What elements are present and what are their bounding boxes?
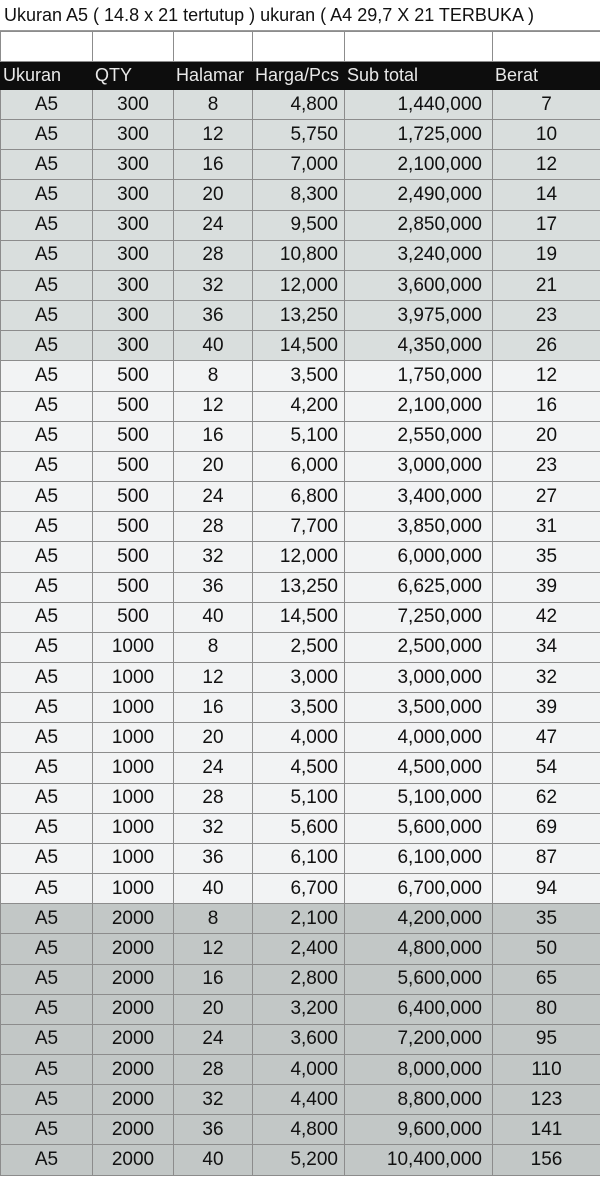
cell-qty[interactable]: 2000 (93, 904, 174, 934)
table-row (1, 572, 600, 602)
header-ukuran[interactable]: Ukuran (1, 62, 93, 90)
cell-ukuran[interactable]: A5 (1, 120, 93, 150)
cell-halaman[interactable]: 24 (174, 210, 253, 240)
cell-halaman[interactable]: 32 (174, 542, 253, 572)
table-row (1, 210, 600, 240)
cell-halaman[interactable]: 16 (174, 421, 253, 451)
cell-harga[interactable]: 7,000 (253, 150, 345, 180)
cell-harga[interactable]: 6,700 (253, 874, 345, 904)
table-row (1, 240, 600, 270)
table-row (1, 301, 600, 331)
cell-ukuran[interactable]: A5 (1, 421, 93, 451)
cell-ukuran[interactable]: A5 (1, 331, 93, 361)
cell-harga[interactable]: 9,500 (253, 210, 345, 240)
table-row (1, 90, 600, 120)
table-row (1, 150, 600, 180)
cell-qty[interactable]: 300 (93, 150, 174, 180)
header-subtotal[interactable]: Sub total (345, 62, 493, 90)
cell-berat[interactable]: 10 (493, 120, 600, 150)
cell-berat[interactable]: 65 (493, 964, 600, 994)
cell-subtotal[interactable]: 8,800,000 (345, 1085, 493, 1115)
cell-berat[interactable]: 35 (493, 542, 600, 572)
cell-halaman[interactable]: 40 (174, 602, 253, 632)
cell-ukuran[interactable]: A5 (1, 512, 93, 542)
cell-qty[interactable]: 2000 (93, 964, 174, 994)
cell-halaman[interactable]: 28 (174, 1055, 253, 1085)
cell-subtotal[interactable]: 5,100,000 (345, 783, 493, 813)
cell-halaman[interactable]: 36 (174, 843, 253, 873)
table-row (1, 1145, 600, 1175)
cell-ukuran[interactable]: A5 (1, 632, 93, 662)
cell-harga[interactable]: 2,400 (253, 934, 345, 964)
cell-qty[interactable]: 2000 (93, 1024, 174, 1054)
cell-qty[interactable]: 1000 (93, 662, 174, 692)
cell-berat[interactable]: 39 (493, 572, 600, 602)
cell-ukuran[interactable]: A5 (1, 813, 93, 843)
cell-berat[interactable]: 34 (493, 632, 600, 662)
cell-halaman[interactable]: 8 (174, 904, 253, 934)
cell-harga[interactable]: 5,750 (253, 120, 345, 150)
cell-berat[interactable]: 16 (493, 391, 600, 421)
cell-berat[interactable]: 156 (493, 1145, 600, 1175)
cell-berat[interactable]: 123 (493, 1085, 600, 1115)
cell-subtotal[interactable]: 3,975,000 (345, 301, 493, 331)
cell-halaman[interactable]: 8 (174, 632, 253, 662)
table-row (1, 602, 600, 632)
empty-cell[interactable] (1, 32, 93, 62)
cell-berat[interactable]: 50 (493, 934, 600, 964)
cell-halaman[interactable]: 16 (174, 693, 253, 723)
cell-qty[interactable]: 1000 (93, 632, 174, 662)
cell-subtotal[interactable]: 3,600,000 (345, 270, 493, 300)
cell-ukuran[interactable]: A5 (1, 391, 93, 421)
cell-ukuran[interactable]: A5 (1, 150, 93, 180)
cell-ukuran[interactable]: A5 (1, 602, 93, 632)
cell-ukuran[interactable]: A5 (1, 753, 93, 783)
cell-subtotal[interactable]: 1,725,000 (345, 120, 493, 150)
cell-harga[interactable]: 5,200 (253, 1145, 345, 1175)
cell-subtotal[interactable]: 10,400,000 (345, 1145, 493, 1175)
cell-harga[interactable]: 3,200 (253, 994, 345, 1024)
cell-subtotal[interactable]: 4,800,000 (345, 934, 493, 964)
cell-qty[interactable]: 500 (93, 391, 174, 421)
cell-subtotal[interactable]: 3,400,000 (345, 482, 493, 512)
cell-subtotal[interactable]: 4,350,000 (345, 331, 493, 361)
cell-ukuran[interactable]: A5 (1, 572, 93, 602)
table-row (1, 120, 600, 150)
header-berat[interactable]: Berat (493, 62, 600, 90)
cell-halaman[interactable]: 32 (174, 1085, 253, 1115)
cell-qty[interactable]: 500 (93, 572, 174, 602)
cell-qty[interactable]: 2000 (93, 1085, 174, 1115)
cell-subtotal[interactable]: 6,700,000 (345, 874, 493, 904)
page-title: Ukuran A5 ( 14.8 x 21 tertutup ) ukuran ( A4 29,7 X 21 TERBUKA ) (0, 0, 600, 31)
cell-berat[interactable]: 19 (493, 240, 600, 270)
cell-halaman[interactable]: 36 (174, 1115, 253, 1145)
table-body (1, 90, 600, 1176)
cell-ukuran[interactable]: A5 (1, 994, 93, 1024)
cell-qty[interactable]: 1000 (93, 874, 174, 904)
cell-halaman[interactable]: 20 (174, 451, 253, 481)
cell-halaman[interactable]: 12 (174, 662, 253, 692)
cell-subtotal[interactable]: 6,000,000 (345, 542, 493, 572)
table-row (1, 1085, 600, 1115)
table-row (1, 783, 600, 813)
cell-harga[interactable]: 3,000 (253, 662, 345, 692)
table-row (1, 964, 600, 994)
cell-harga[interactable]: 3,500 (253, 361, 345, 391)
table-row (1, 843, 600, 873)
cell-halaman[interactable]: 40 (174, 331, 253, 361)
table-row (1, 934, 600, 964)
table-row (1, 180, 600, 210)
cell-berat[interactable]: 95 (493, 1024, 600, 1054)
table-row (1, 482, 600, 512)
cell-qty[interactable]: 1000 (93, 843, 174, 873)
table-row (1, 391, 600, 421)
cell-qty[interactable]: 500 (93, 451, 174, 481)
cell-berat[interactable]: 31 (493, 512, 600, 542)
cell-halaman[interactable]: 32 (174, 813, 253, 843)
cell-halaman[interactable]: 16 (174, 150, 253, 180)
cell-harga[interactable]: 6,000 (253, 451, 345, 481)
cell-halaman[interactable]: 36 (174, 572, 253, 602)
table-row (1, 632, 600, 662)
cell-harga[interactable]: 4,800 (253, 90, 345, 120)
cell-harga[interactable]: 4,000 (253, 723, 345, 753)
cell-harga[interactable]: 13,250 (253, 301, 345, 331)
cell-ukuran[interactable]: A5 (1, 361, 93, 391)
cell-halaman[interactable]: 36 (174, 301, 253, 331)
cell-qty[interactable]: 1000 (93, 693, 174, 723)
cell-ukuran[interactable]: A5 (1, 270, 93, 300)
cell-halaman[interactable]: 20 (174, 994, 253, 1024)
cell-ukuran[interactable]: A5 (1, 693, 93, 723)
cell-qty[interactable]: 2000 (93, 934, 174, 964)
table-row (1, 904, 600, 934)
cell-subtotal[interactable]: 4,500,000 (345, 753, 493, 783)
cell-harga[interactable]: 6,100 (253, 843, 345, 873)
cell-qty[interactable]: 500 (93, 482, 174, 512)
cell-halaman[interactable]: 12 (174, 391, 253, 421)
cell-halaman[interactable]: 32 (174, 270, 253, 300)
cell-berat[interactable]: 39 (493, 693, 600, 723)
cell-halaman[interactable]: 24 (174, 753, 253, 783)
cell-subtotal[interactable]: 6,625,000 (345, 572, 493, 602)
cell-qty[interactable]: 500 (93, 602, 174, 632)
cell-harga[interactable]: 2,500 (253, 632, 345, 662)
cell-halaman[interactable]: 16 (174, 964, 253, 994)
cell-subtotal[interactable]: 3,850,000 (345, 512, 493, 542)
cell-qty[interactable]: 1000 (93, 753, 174, 783)
cell-berat[interactable]: 17 (493, 210, 600, 240)
empty-cell[interactable] (493, 32, 600, 62)
cell-qty[interactable]: 1000 (93, 723, 174, 753)
cell-harga[interactable]: 4,400 (253, 1085, 345, 1115)
cell-harga[interactable]: 3,500 (253, 693, 345, 723)
cell-berat[interactable]: 80 (493, 994, 600, 1024)
cell-subtotal[interactable]: 2,100,000 (345, 150, 493, 180)
cell-harga[interactable]: 4,200 (253, 391, 345, 421)
cell-ukuran[interactable]: A5 (1, 874, 93, 904)
table-row (1, 512, 600, 542)
cell-qty[interactable]: 2000 (93, 994, 174, 1024)
cell-harga[interactable]: 6,800 (253, 482, 345, 512)
cell-subtotal[interactable]: 7,200,000 (345, 1024, 493, 1054)
cell-halaman[interactable]: 24 (174, 1024, 253, 1054)
cell-berat[interactable]: 32 (493, 662, 600, 692)
cell-harga[interactable]: 8,300 (253, 180, 345, 210)
cell-ukuran[interactable]: A5 (1, 301, 93, 331)
cell-ukuran[interactable]: A5 (1, 1055, 93, 1085)
cell-ukuran[interactable]: A5 (1, 783, 93, 813)
cell-halaman[interactable]: 24 (174, 482, 253, 512)
cell-ukuran[interactable]: A5 (1, 542, 93, 572)
cell-subtotal[interactable]: 9,600,000 (345, 1115, 493, 1145)
cell-halaman[interactable]: 40 (174, 874, 253, 904)
cell-berat[interactable]: 69 (493, 813, 600, 843)
cell-ukuran[interactable]: A5 (1, 934, 93, 964)
cell-halaman[interactable]: 28 (174, 512, 253, 542)
cell-berat[interactable]: 26 (493, 331, 600, 361)
cell-halaman[interactable]: 12 (174, 120, 253, 150)
cell-berat[interactable]: 141 (493, 1115, 600, 1145)
cell-halaman[interactable]: 40 (174, 1145, 253, 1175)
cell-qty[interactable]: 300 (93, 210, 174, 240)
cell-harga[interactable]: 14,500 (253, 602, 345, 632)
cell-subtotal[interactable]: 2,850,000 (345, 210, 493, 240)
cell-qty[interactable]: 300 (93, 270, 174, 300)
cell-qty[interactable]: 300 (93, 90, 174, 120)
cell-berat[interactable]: 54 (493, 753, 600, 783)
cell-qty[interactable]: 1000 (93, 783, 174, 813)
table-row (1, 693, 600, 723)
cell-berat[interactable]: 27 (493, 482, 600, 512)
cell-berat[interactable]: 21 (493, 270, 600, 300)
cell-subtotal[interactable]: 2,500,000 (345, 632, 493, 662)
cell-ukuran[interactable]: A5 (1, 210, 93, 240)
cell-harga[interactable]: 4,000 (253, 1055, 345, 1085)
cell-qty[interactable]: 2000 (93, 1055, 174, 1085)
cell-ukuran[interactable]: A5 (1, 90, 93, 120)
table-row (1, 331, 600, 361)
cell-subtotal[interactable]: 7,250,000 (345, 602, 493, 632)
cell-harga[interactable]: 4,500 (253, 753, 345, 783)
cell-subtotal[interactable]: 4,200,000 (345, 904, 493, 934)
header-qty[interactable]: QTY (93, 62, 174, 90)
cell-harga[interactable]: 12,000 (253, 270, 345, 300)
cell-subtotal[interactable]: 2,100,000 (345, 391, 493, 421)
header-harga[interactable]: Harga/Pcs (253, 62, 345, 90)
cell-halaman[interactable]: 12 (174, 934, 253, 964)
cell-harga[interactable]: 2,100 (253, 904, 345, 934)
cell-berat[interactable]: 23 (493, 451, 600, 481)
cell-berat[interactable]: 110 (493, 1055, 600, 1085)
cell-ukuran[interactable]: A5 (1, 904, 93, 934)
cell-halaman[interactable]: 20 (174, 180, 253, 210)
blank-row (1, 32, 600, 62)
cell-berat[interactable]: 12 (493, 150, 600, 180)
cell-subtotal[interactable]: 3,240,000 (345, 240, 493, 270)
cell-berat[interactable]: 62 (493, 783, 600, 813)
cell-halaman[interactable]: 28 (174, 240, 253, 270)
cell-harga[interactable]: 2,800 (253, 964, 345, 994)
cell-ukuran[interactable]: A5 (1, 1115, 93, 1145)
cell-ukuran[interactable]: A5 (1, 482, 93, 512)
cell-halaman[interactable]: 28 (174, 783, 253, 813)
empty-cell[interactable] (93, 32, 174, 62)
cell-berat[interactable]: 12 (493, 361, 600, 391)
cell-qty[interactable]: 300 (93, 240, 174, 270)
cell-berat[interactable]: 47 (493, 723, 600, 753)
table-row (1, 1115, 600, 1145)
cell-subtotal[interactable]: 6,100,000 (345, 843, 493, 873)
cell-berat[interactable]: 20 (493, 421, 600, 451)
cell-berat[interactable]: 23 (493, 301, 600, 331)
cell-harga[interactable]: 13,250 (253, 572, 345, 602)
table-row (1, 451, 600, 481)
cell-qty[interactable]: 2000 (93, 1145, 174, 1175)
cell-harga[interactable]: 12,000 (253, 542, 345, 572)
cell-ukuran[interactable]: A5 (1, 240, 93, 270)
cell-qty[interactable]: 300 (93, 331, 174, 361)
cell-qty[interactable]: 500 (93, 542, 174, 572)
cell-ukuran[interactable]: A5 (1, 1024, 93, 1054)
table-row (1, 753, 600, 783)
cell-subtotal[interactable]: 6,400,000 (345, 994, 493, 1024)
cell-halaman[interactable]: 8 (174, 361, 253, 391)
cell-ukuran[interactable]: A5 (1, 1145, 93, 1175)
cell-qty[interactable]: 2000 (93, 1115, 174, 1145)
price-table (0, 31, 600, 1176)
cell-halaman[interactable]: 20 (174, 723, 253, 753)
table-row (1, 1024, 600, 1054)
cell-harga[interactable]: 5,100 (253, 421, 345, 451)
cell-subtotal[interactable]: 2,550,000 (345, 421, 493, 451)
cell-subtotal[interactable]: 2,490,000 (345, 180, 493, 210)
empty-cell[interactable] (174, 32, 253, 62)
cell-subtotal[interactable]: 3,500,000 (345, 693, 493, 723)
cell-subtotal[interactable]: 8,000,000 (345, 1055, 493, 1085)
table-row (1, 813, 600, 843)
cell-harga[interactable]: 5,100 (253, 783, 345, 813)
cell-harga[interactable]: 10,800 (253, 240, 345, 270)
cell-subtotal[interactable]: 5,600,000 (345, 813, 493, 843)
cell-harga[interactable]: 3,600 (253, 1024, 345, 1054)
empty-cell[interactable] (345, 32, 493, 62)
cell-subtotal[interactable]: 5,600,000 (345, 964, 493, 994)
cell-berat[interactable]: 7 (493, 90, 600, 120)
cell-ukuran[interactable]: A5 (1, 662, 93, 692)
table-row (1, 994, 600, 1024)
cell-qty[interactable]: 500 (93, 361, 174, 391)
cell-berat[interactable]: 42 (493, 602, 600, 632)
table-row (1, 1055, 600, 1085)
cell-subtotal[interactable]: 3,000,000 (345, 451, 493, 481)
cell-subtotal[interactable]: 3,000,000 (345, 662, 493, 692)
cell-ukuran[interactable]: A5 (1, 964, 93, 994)
cell-berat[interactable]: 14 (493, 180, 600, 210)
table-header (1, 62, 600, 90)
table-row (1, 421, 600, 451)
cell-subtotal[interactable]: 4,000,000 (345, 723, 493, 753)
cell-berat[interactable]: 87 (493, 843, 600, 873)
table-row (1, 270, 600, 300)
cell-harga[interactable]: 5,600 (253, 813, 345, 843)
cell-halaman[interactable]: 8 (174, 90, 253, 120)
cell-subtotal[interactable]: 1,440,000 (345, 90, 493, 120)
table-row (1, 723, 600, 753)
table-row (1, 361, 600, 391)
cell-berat[interactable]: 94 (493, 874, 600, 904)
cell-harga[interactable]: 7,700 (253, 512, 345, 542)
header-halaman[interactable]: Halamar (174, 62, 253, 90)
empty-cell[interactable] (253, 32, 345, 62)
cell-berat[interactable]: 35 (493, 904, 600, 934)
table-row (1, 874, 600, 904)
cell-subtotal[interactable]: 1,750,000 (345, 361, 493, 391)
cell-ukuran[interactable]: A5 (1, 180, 93, 210)
cell-qty[interactable]: 1000 (93, 813, 174, 843)
table-row (1, 662, 600, 692)
cell-harga[interactable]: 4,800 (253, 1115, 345, 1145)
cell-ukuran[interactable]: A5 (1, 843, 93, 873)
cell-ukuran[interactable]: A5 (1, 723, 93, 753)
table-row (1, 542, 600, 572)
cell-qty[interactable]: 300 (93, 301, 174, 331)
cell-harga[interactable]: 14,500 (253, 331, 345, 361)
cell-ukuran[interactable]: A5 (1, 451, 93, 481)
cell-qty[interactable]: 300 (93, 120, 174, 150)
cell-qty[interactable]: 300 (93, 180, 174, 210)
cell-ukuran[interactable]: A5 (1, 1085, 93, 1115)
cell-qty[interactable]: 500 (93, 512, 174, 542)
cell-qty[interactable]: 500 (93, 421, 174, 451)
